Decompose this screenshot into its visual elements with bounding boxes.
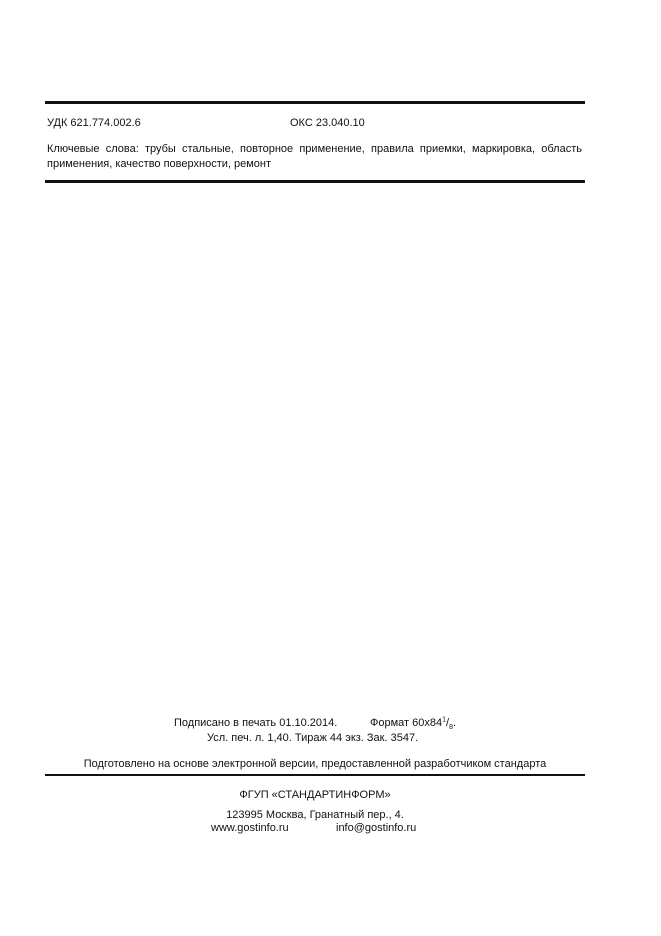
publisher-name: ФГУП «СТАНДАРТИНФОРМ» bbox=[239, 789, 391, 801]
top-rule bbox=[45, 101, 585, 104]
publisher-address: 123995 Москва, Гранатный пер., 4. bbox=[226, 809, 404, 821]
udc-code: УДК 621.774.002.6 bbox=[47, 117, 141, 129]
publisher-email: info@gostinfo.ru bbox=[336, 822, 417, 834]
publisher-website: www.gostinfo.ru bbox=[211, 822, 289, 834]
keywords-text: Ключевые слова: трубы стальные, повторное применение, правила приемки, маркировка, область применения, качество поверхности, ремонт bbox=[47, 143, 582, 170]
publisher-rule bbox=[45, 774, 585, 776]
prepared-note: Подготовлено на основе электронной версии, предоставленной разработчиком стандарта bbox=[83, 758, 547, 770]
format-sub: 8 bbox=[449, 724, 453, 732]
keywords-bottom-rule bbox=[45, 180, 585, 183]
format-sup: 1 bbox=[442, 716, 447, 724]
paper-format: Формат $60x84^1/_8$. bbox=[370, 716, 457, 732]
signed-date: Подписано в печать 01.10.2014. bbox=[174, 717, 338, 729]
format-end: . bbox=[452, 717, 457, 729]
oks-code: ОКС 23.040.10 bbox=[290, 117, 365, 129]
print-sheets: Усл. печ. л. 1,40. Тираж 44 экз. Зак. 3547. bbox=[207, 732, 419, 744]
format-label: Формат 60x84 bbox=[370, 717, 443, 729]
